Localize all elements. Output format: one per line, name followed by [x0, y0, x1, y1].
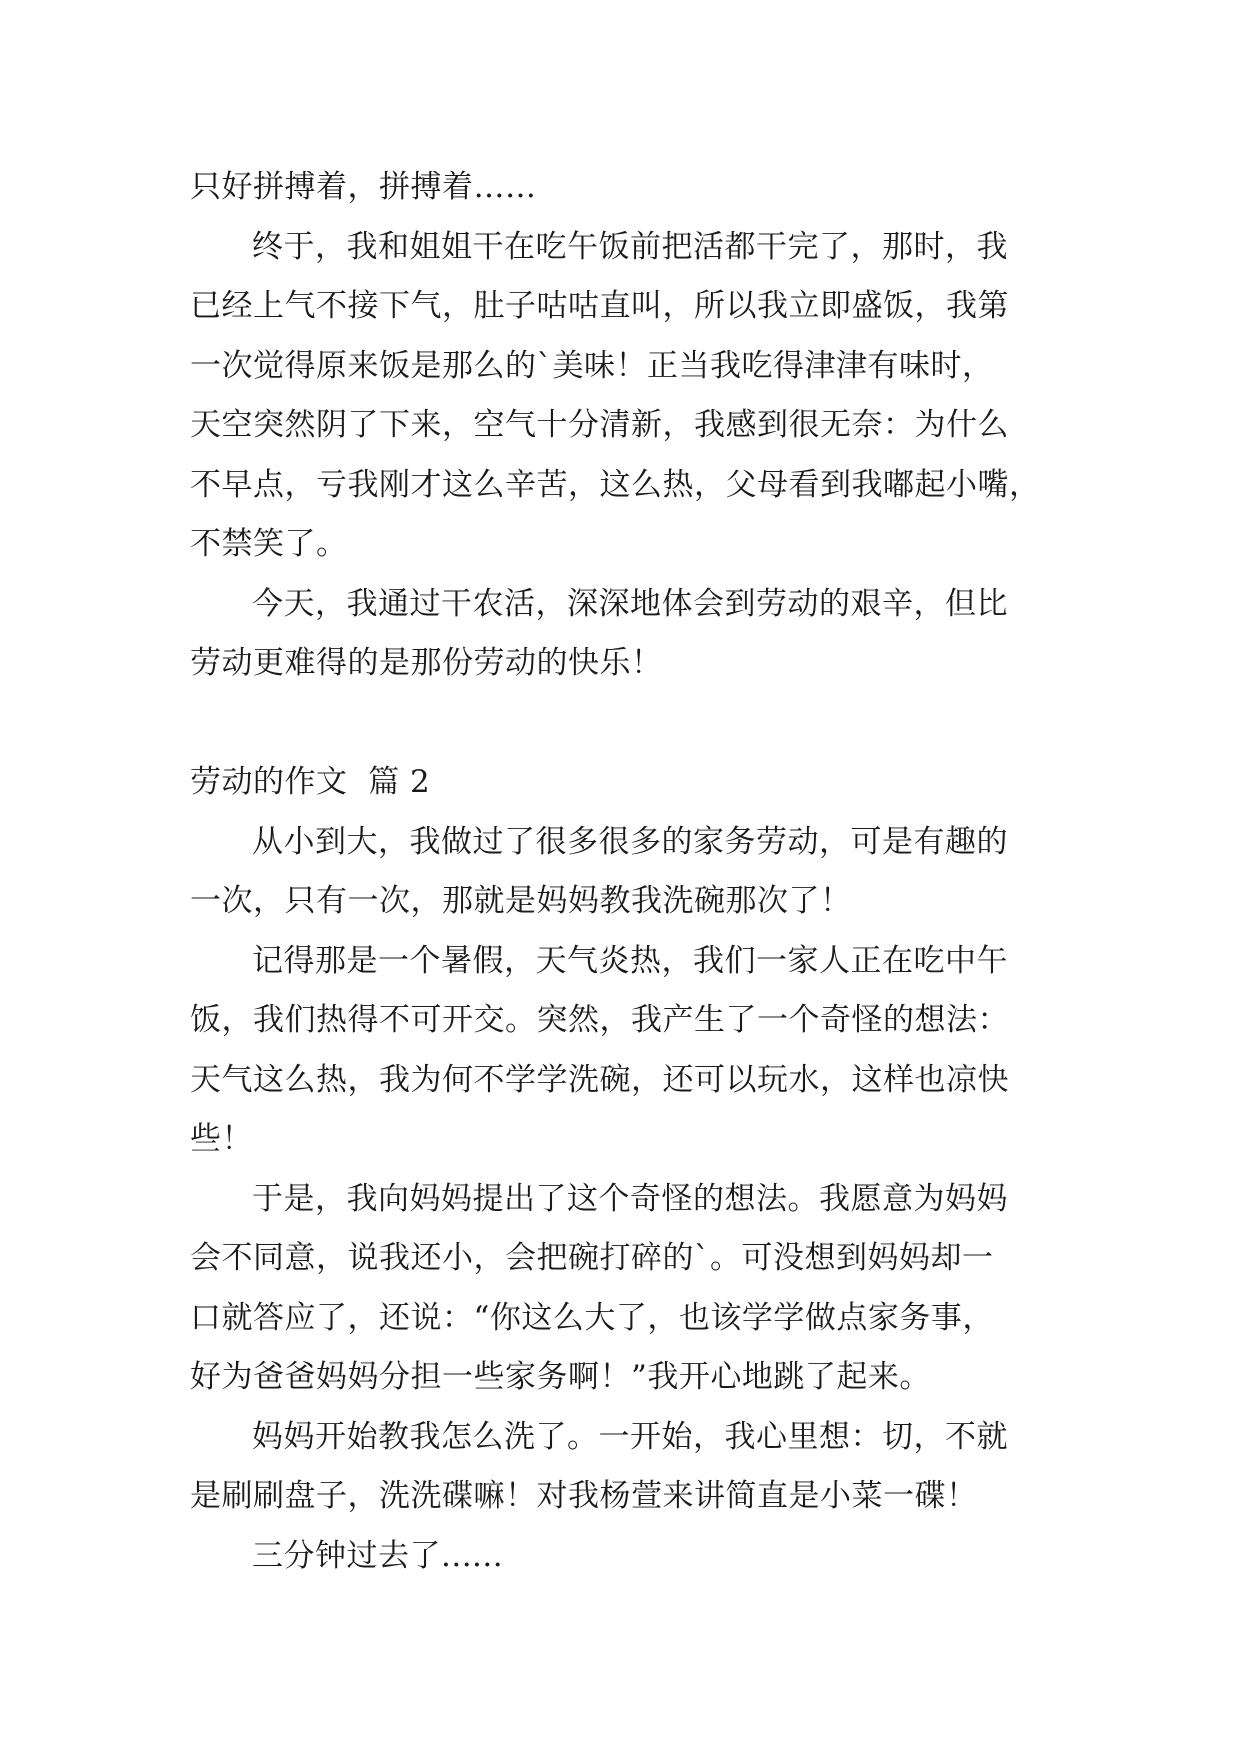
text-line: 一次觉得原来饭是那么的`美味！正当我吃得津津有味时， [190, 347, 994, 384]
paragraph [190, 218, 1050, 575]
paragraph [190, 932, 1050, 1170]
text-line: 些！ [190, 1121, 253, 1157]
text-line: 记得那是一个暑假，天气炎热，我们一家人正在吃中午 [252, 942, 1008, 979]
text-line: 终于，我和姐姐干在吃午饭前把活都干完了，那时，我 [252, 228, 1008, 265]
text-line: 劳动更难得的是那份劳动的快乐！ [190, 645, 663, 681]
text-line: 一次，只有一次，那就是妈妈教我洗碗那次了！ [190, 883, 852, 919]
text-line: 已经上气不接下气，肚子咕咕直叫，所以我立即盛饭，我第 [190, 288, 1009, 324]
text-line: 今天，我通过干农活，深深地体会到劳动的艰辛，但比 [252, 585, 1008, 622]
paragraph [190, 1527, 1050, 1587]
text-line: 口就答应了，还说：“你这么大了，也该学学做点家务事， [190, 1299, 994, 1336]
text-line: 于是，我向妈妈提出了这个奇怪的想法。我愿意为妈妈 [252, 1180, 1008, 1217]
paragraph [190, 813, 1050, 932]
continuation-line [190, 158, 1050, 218]
text-line: 饭，我们热得不可开交。突然，我产生了一个奇怪的想法： [190, 1002, 1009, 1038]
section-title-text: 劳动的作文 篇 2 [190, 764, 431, 800]
text-line: 不禁笑了。 [190, 526, 348, 562]
paragraph [190, 1408, 1050, 1527]
text-line: 从小到大，我做过了很多很多的家务劳动，可是有趣的 [252, 823, 1008, 860]
text-line: 好为爸爸妈妈分担一些家务啊！”我开心地跳了起来。 [190, 1359, 931, 1395]
text-line: 不早点，亏我刚才这么辛苦，这么热，父母看到我嘟起小嘴， [190, 466, 1041, 503]
section-title [190, 753, 1050, 813]
text-line: 妈妈开始教我怎么洗了。一开始，我心里想：切，不就 [252, 1418, 1008, 1455]
paragraph [190, 575, 1050, 694]
text-line: 会不同意，说我还小，会把碗打碎的`。可没想到妈妈却一 [190, 1240, 994, 1276]
text-line: 天气这么热，我为何不学学洗碗，还可以玩水，这样也凉快 [190, 1061, 1009, 1098]
text-line: 三分钟过去了...... [252, 1537, 504, 1574]
text-line: 是刷刷盘子，洗洗碟嘛！对我杨萱来讲简直是小菜一碟！ [190, 1478, 978, 1514]
document-body [190, 158, 1050, 1586]
paragraph [190, 1170, 1050, 1408]
text-line: 天空突然阴了下来，空气十分清新，我感到很无奈：为什么 [190, 407, 1009, 443]
text-line: 只好拼搏着，拼搏着…… [190, 169, 537, 205]
